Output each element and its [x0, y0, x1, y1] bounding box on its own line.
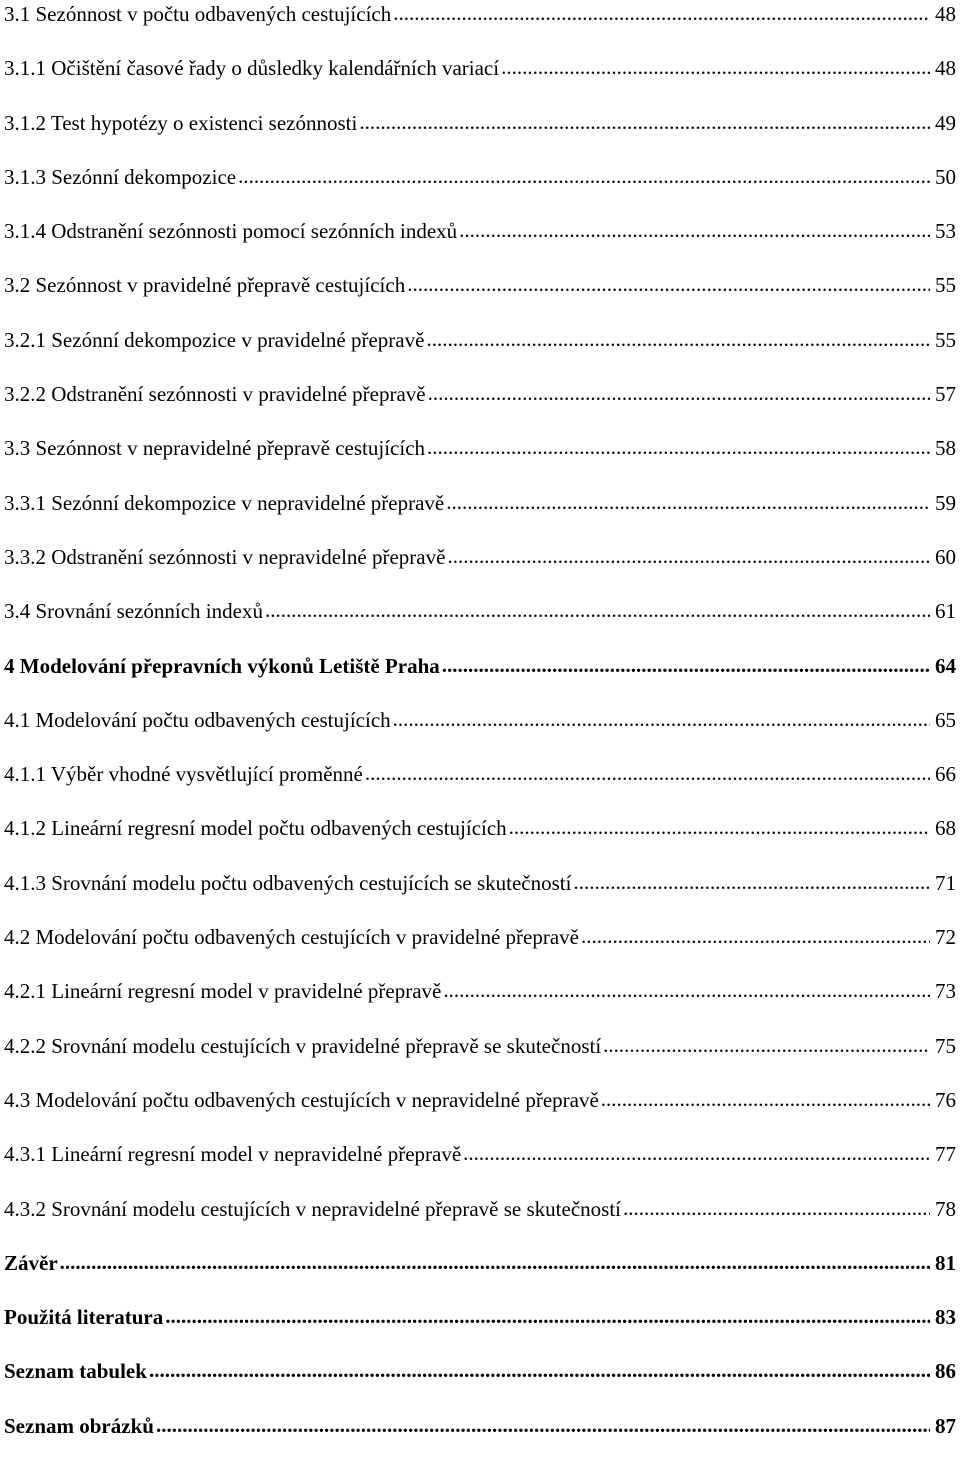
toc-page-number[interactable]: 83 [935, 1305, 956, 1330]
toc-page-number[interactable]: 81 [935, 1250, 956, 1275]
toc-entry-title[interactable]: 3.3.1 Sezónní dekompozice v nepravidelné přepravě [4, 490, 445, 515]
toc-page-number[interactable]: 48 [935, 56, 956, 81]
toc-row[interactable] [4, 163, 956, 190]
toc-page-number[interactable]: 75 [935, 1033, 956, 1058]
toc-dot-leader [501, 54, 930, 80]
toc-page-number[interactable]: 61 [935, 599, 956, 624]
toc-entry-title[interactable]: 4.1.1 Výběr vhodné vysvětlující proměnné [4, 762, 363, 787]
table-of-contents [4, 0, 956, 1466]
toc-entry[interactable] [4, 271, 956, 325]
toc-entry-title[interactable]: 4.3.1 Lineární regresní model v nepravidelné přepravě [4, 1142, 462, 1167]
toc-entry-title[interactable]: 4 Modelování přepravních výkonů Letiště Praha [4, 653, 440, 678]
toc-page-number[interactable]: 48 [935, 2, 956, 26]
toc-entry-title[interactable]: 3.1.4 Odstranění sezónnosti pomocí sezónních indexů [4, 219, 458, 244]
toc-entry[interactable] [4, 1303, 956, 1357]
toc-entry-title[interactable]: 3.1.1 Očištění časové řady o důsledky kalendářních variací [4, 56, 500, 81]
toc-page-number[interactable]: 76 [935, 1087, 956, 1112]
toc-page-number[interactable]: 59 [935, 490, 956, 515]
toc-dot-leader [265, 597, 930, 623]
toc-entry[interactable] [4, 597, 956, 651]
toc-entry-title[interactable]: 4.2.1 Lineární regresní model v pravidelné přepravě [4, 979, 442, 1004]
toc-entry-title[interactable]: 3.4 Srovnání sezónních indexů [4, 599, 263, 624]
toc-entry[interactable] [4, 434, 956, 488]
toc-entry[interactable] [4, 380, 956, 434]
toc-entry-title[interactable]: 4.1.2 Lineární regresní model počtu odbavených cestujících [4, 816, 507, 841]
toc-row[interactable] [4, 1412, 956, 1439]
toc-row[interactable] [4, 1032, 956, 1059]
toc-row[interactable] [4, 271, 956, 298]
toc-entry[interactable] [4, 54, 956, 108]
toc-entry[interactable] [4, 760, 956, 814]
toc-row[interactable] [4, 760, 956, 787]
toc-entry-title[interactable]: 3.2.2 Odstranění sezónnosti v pravidelné přepravě [4, 382, 426, 407]
toc-dot-leader [623, 1195, 930, 1221]
toc-row[interactable] [4, 434, 956, 461]
toc-entry-title[interactable]: 3.1 Sezónnost v počtu odbavených cestujících [4, 2, 392, 26]
toc-page-number[interactable]: 68 [935, 816, 956, 841]
toc-page-number[interactable]: 72 [935, 925, 956, 950]
toc-dot-leader [365, 760, 930, 786]
toc-dot-leader [603, 1032, 930, 1058]
toc-entry-title[interactable]: 4.3 Modelování počtu odbavených cestujících v nepravidelné přepravě [4, 1087, 599, 1112]
toc-page-number[interactable]: 50 [935, 164, 956, 189]
toc-row[interactable] [4, 217, 956, 244]
toc-row[interactable] [4, 1249, 956, 1276]
toc-entry[interactable] [4, 489, 956, 543]
toc-entry[interactable] [4, 652, 956, 706]
toc-entry[interactable] [4, 1195, 956, 1249]
toc-row[interactable] [4, 977, 956, 1004]
toc-row[interactable] [4, 54, 956, 81]
toc-dot-leader [426, 326, 930, 352]
toc-dot-leader [459, 217, 930, 243]
toc-entry[interactable] [4, 1032, 956, 1086]
toc-entry-title[interactable]: Použitá literatura [4, 1305, 164, 1330]
toc-row[interactable] [4, 489, 956, 516]
toc-entry-title[interactable]: 3.1.2 Test hypotézy o existenci sezónnosti [4, 110, 358, 135]
toc-entry[interactable] [4, 326, 956, 380]
toc-row[interactable] [4, 1357, 956, 1384]
toc-dot-leader [238, 163, 930, 189]
toc-dot-leader [509, 814, 930, 840]
toc-row[interactable] [4, 923, 956, 950]
toc-row[interactable] [4, 0, 956, 27]
toc-entry[interactable] [4, 543, 956, 597]
toc-page-number[interactable]: 73 [935, 979, 956, 1004]
toc-row[interactable] [4, 380, 956, 407]
toc-page-number[interactable]: 57 [935, 382, 956, 407]
toc-dot-leader [60, 1249, 930, 1275]
toc-dot-leader [428, 380, 930, 406]
toc-row[interactable] [4, 543, 956, 570]
toc-row[interactable] [4, 326, 956, 353]
toc-row[interactable] [4, 814, 956, 841]
toc-entry-title[interactable]: Seznam tabulek [4, 1359, 147, 1384]
toc-entry[interactable] [4, 977, 956, 1031]
toc-dot-leader [149, 1357, 930, 1383]
toc-entry-title[interactable]: 3.1.3 Sezónní dekompozice [4, 164, 237, 189]
toc-entry[interactable] [4, 1412, 956, 1466]
toc-row[interactable] [4, 1086, 956, 1113]
toc-row[interactable] [4, 1303, 956, 1330]
toc-row[interactable] [4, 1195, 956, 1222]
toc-page-number[interactable]: 60 [935, 544, 956, 569]
toc-row[interactable] [4, 109, 956, 136]
toc-row[interactable] [4, 652, 956, 679]
toc-page-number[interactable]: 77 [935, 1142, 956, 1167]
toc-entry[interactable] [4, 706, 956, 760]
toc-entry[interactable] [4, 1249, 956, 1303]
toc-entry-title[interactable]: 3.2 Sezónnost v pravidelné přepravě cestujících [4, 273, 406, 298]
toc-entry[interactable] [4, 814, 956, 868]
toc-dot-leader [393, 706, 930, 732]
toc-entry[interactable] [4, 0, 956, 54]
toc-row[interactable] [4, 1140, 956, 1167]
toc-page-number[interactable]: 86 [935, 1359, 956, 1384]
toc-entry-title[interactable]: 4.1 Modelování počtu odbavených cestujících [4, 707, 391, 732]
toc-row[interactable] [4, 597, 956, 624]
toc-entry[interactable] [4, 1140, 956, 1194]
toc-entry[interactable] [4, 1357, 956, 1411]
toc-dot-leader [165, 1303, 930, 1329]
toc-dot-leader [427, 434, 930, 460]
toc-dot-leader [443, 977, 930, 1003]
toc-entry-title[interactable]: Seznam obrázků [4, 1413, 154, 1438]
toc-dot-leader [581, 923, 930, 949]
toc-entry-title[interactable]: 4.2 Modelování počtu odbavených cestujících v pravidelné přepravě [4, 925, 579, 950]
toc-entry-title[interactable]: 3.2.1 Sezónní dekompozice v pravidelné přepravě [4, 327, 425, 352]
toc-dot-leader [463, 1140, 930, 1166]
toc-dot-leader [601, 1086, 930, 1112]
toc-entry[interactable] [4, 163, 956, 217]
toc-page-number[interactable]: 55 [935, 327, 956, 352]
toc-dot-leader [359, 109, 930, 135]
toc-dot-leader [442, 652, 930, 678]
toc-page-number[interactable]: 87 [935, 1413, 956, 1438]
toc-page-number[interactable]: 65 [935, 707, 956, 732]
toc-entry-title[interactable]: 3.3.2 Odstranění sezónnosti v nepravidelné přepravě [4, 544, 446, 569]
toc-entry[interactable] [4, 217, 956, 271]
toc-entry-title[interactable]: Závěr [4, 1250, 58, 1275]
toc-entry-title[interactable]: 4.2.2 Srovnání modelu cestujících v pravidelné přepravě se skutečností [4, 1033, 602, 1058]
toc-entry-title[interactable]: 3.3 Sezónnost v nepravidelné přepravě cestujících [4, 436, 426, 461]
toc-row[interactable] [4, 869, 956, 896]
toc-page-number[interactable]: 58 [935, 436, 956, 461]
toc-page-number[interactable]: 71 [935, 870, 956, 895]
toc-dot-leader [393, 0, 930, 26]
toc-page-number[interactable]: 49 [935, 110, 956, 135]
toc-row[interactable] [4, 706, 956, 733]
toc-page-number[interactable]: 66 [935, 762, 956, 787]
toc-dot-leader [573, 869, 930, 895]
toc-entry-title[interactable]: 4.1.3 Srovnání modelu počtu odbavených cestujících se skutečností [4, 870, 572, 895]
toc-entry[interactable] [4, 869, 956, 923]
toc-page-number[interactable]: 78 [935, 1196, 956, 1221]
toc-dot-leader [446, 489, 930, 515]
toc-entry[interactable] [4, 109, 956, 163]
toc-page-number[interactable]: 64 [935, 653, 956, 678]
toc-dot-leader [407, 271, 930, 297]
toc-page-number[interactable]: 53 [935, 219, 956, 244]
toc-entry[interactable] [4, 923, 956, 977]
toc-page-number[interactable]: 55 [935, 273, 956, 298]
toc-entry-title[interactable]: 4.3.2 Srovnání modelu cestujících v nepravidelné přepravě se skutečností [4, 1196, 621, 1221]
toc-entry[interactable] [4, 1086, 956, 1140]
toc-dot-leader [447, 543, 930, 569]
